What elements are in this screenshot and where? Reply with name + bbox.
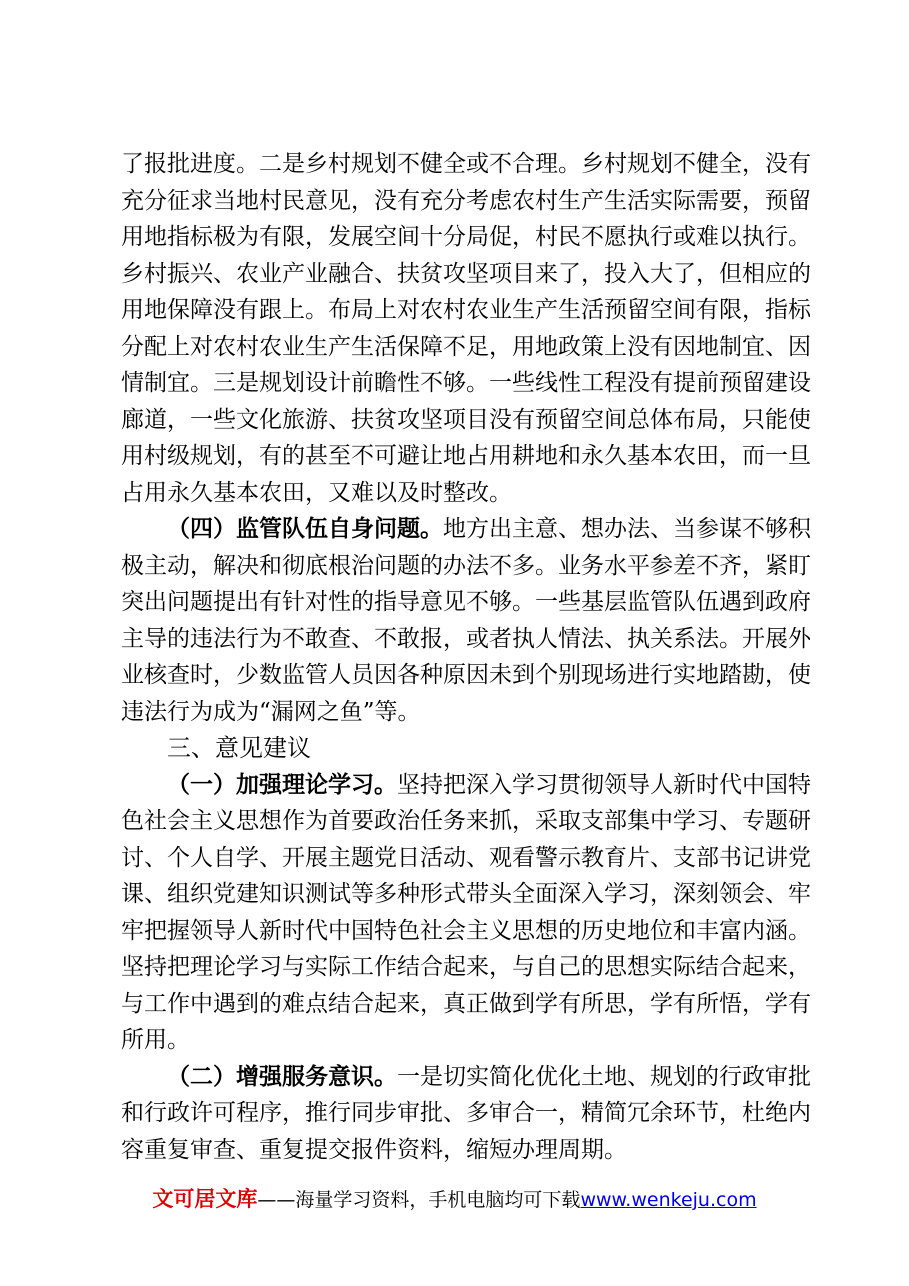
paragraph-2-text: 地方出主意、想办法、当参谋不够积极主动，解决和彻底根治问题的办法不多。业务水平参差不齐，紧盯突出问题提出有针对性的指导意见不够。一些基层监管队伍遇到政府主导的违法行为不敢查、不敢报，或者执人情法、执关系法。开展外业核查时，少数监管人员因各种原因未到个别现场进行实地踏勘，使违法行为成为“漏网之鱼”等。	[121, 516, 811, 725]
paragraph-3-text: 坚持把深入学习贯彻领导人新时代中国特色社会主义思想作为首要政治任务来抓，采取支部集中学习、专题研讨、个人自学、开展主题党日活动、观看警示教育片、支部书记讲党课、组织党建知识测试等多种形式带头全面深入学习，深刻领会、牢牢把握领导人新时代中国特色社会主义思想的历史地位和丰富内涵。坚持把理论学习与实际工作结合起来，与自己的思想实际结合起来，与工作中遇到的难点结合起来，真正做到学有所思，学有所悟，学有所用。	[121, 771, 811, 1053]
section-heading-3: 三、意见建议	[167, 734, 311, 762]
paragraph-2	[121, 511, 811, 730]
paragraph-4-text: 一是切实简化优化土地、规划的行政审批和行政许可程序，推行同步审批、多审合一，精简冗余环节，杜绝内容重复审查、重复提交报件资料，缩短办理周期。	[121, 1063, 811, 1163]
footer-url-link[interactable]: www.wenkeju.com	[580, 1189, 757, 1211]
paragraph-4	[121, 1059, 811, 1169]
paragraph-2-lead: （四）监管队伍自身问题。	[167, 516, 443, 542]
document-body	[121, 146, 811, 1168]
paragraph-4-lead: （二）增强服务意识。	[167, 1063, 397, 1090]
footer-banner	[0, 1183, 909, 1213]
footer-tagline: ——海量学习资料，手机电脑均可下载	[257, 1189, 581, 1211]
paragraph-3	[121, 767, 811, 1059]
paragraph-1: 了报批进度。二是乡村规划不健全或不合理。乡村规划不健全，没有充分征求当地村民意见，没有充分考虑农村生产生活实际需要，预留用地指标极为有限，发展空间十分局促，村民不愿执行或难以执行。乡村振兴、农业产业融合、扶贫攻坚项目来了，投入大了，但相应的用地保障没有跟上。布局上对农村农业生产生活预留空间有限，指标分配上对农村农业生产生活保障不足，用地政策上没有因地制宜、因情制宜。三是规划设计前瞻性不够。一些线性工程没有提前预留建设廊道，一些文化旅游、扶贫攻坚项目没有预留空间总体布局，只能使用村级规划，有的甚至不可避让地占用耕地和永久基本农田，而一旦占用永久基本农田，又难以及时整改。	[121, 151, 811, 506]
paragraph-3-lead: （一）加强理论学习。	[167, 771, 397, 798]
footer-brand: 文可居文库	[152, 1187, 258, 1211]
